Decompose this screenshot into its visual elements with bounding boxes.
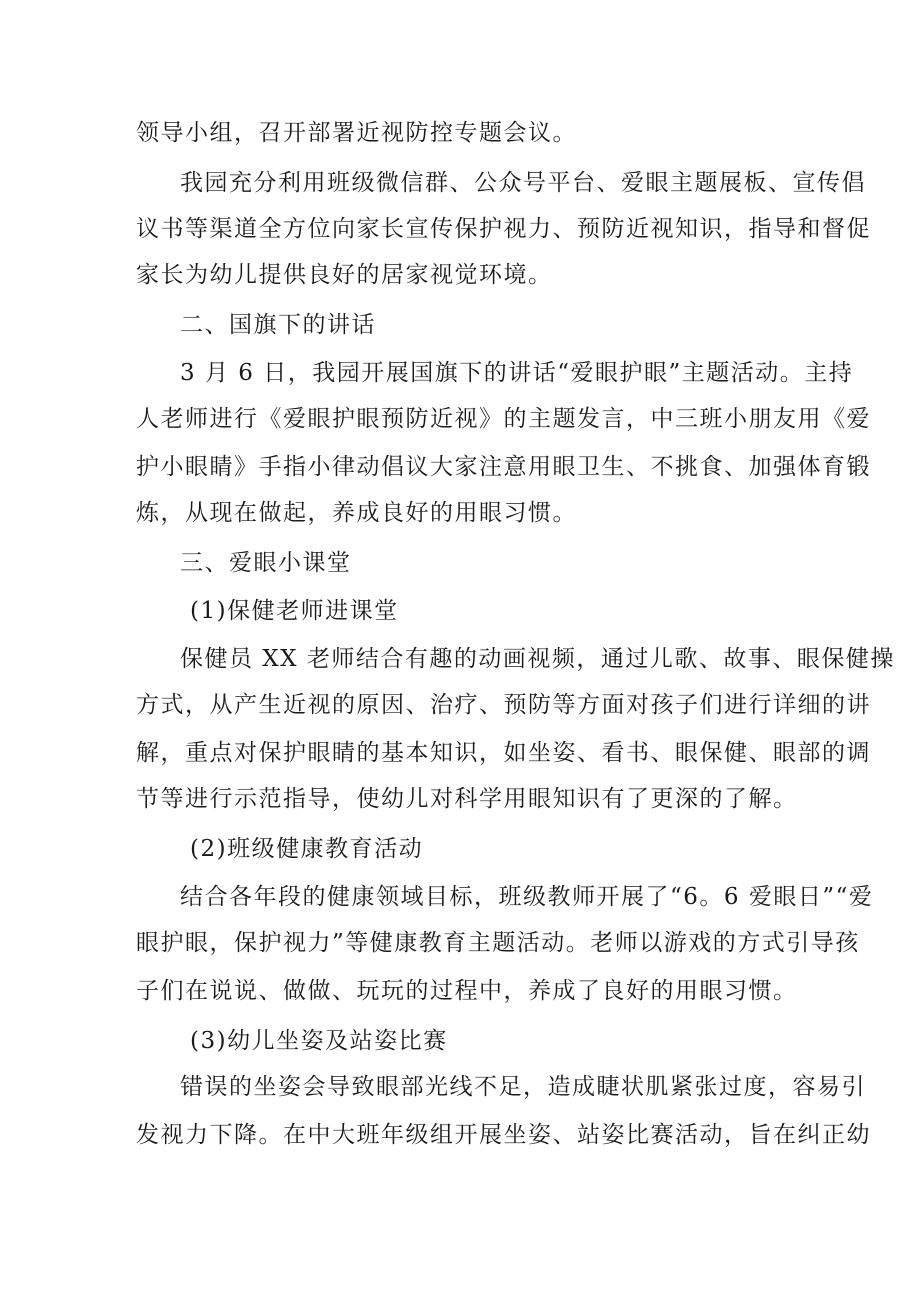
section-heading: 三、爱眼小课堂 [180,550,352,576]
paragraph-first-line: 3 月 6 日，我园开展国旗下的讲话“爱眼护眼”主题活动。主持 [180,360,854,386]
text-line: 护小眼睛》手指小律动倡议大家注意用眼卫生、不挑食、加强体育锻 [136,454,871,480]
subsection-heading: (2)班级健康教育活动 [190,836,424,862]
text-line: 炼，从现在做起，养成良好的用眼习惯。 [136,500,577,526]
paragraph-first-line: 结合各年段的健康领域目标，班级教师开展了“6。6 爱眼日”“爱 [180,884,874,910]
text-line: 发视力下降。在中大班年级组开展坐姿、站姿比赛活动，旨在纠正幼 [136,1122,871,1148]
text-line: 人老师进行《爱眼护眼预防近视》的主题发言，中三班小朋友用《爱 [136,406,871,432]
text-line: 节等进行示范指导，使幼儿对科学用眼知识有了更深的了解。 [136,786,798,812]
text-line: 家长为幼儿提供良好的居家视觉环境。 [136,262,553,288]
text-line: 领导小组，召开部署近视防控专题会议。 [136,120,577,146]
subsection-heading: (3)幼儿坐姿及站姿比赛 [190,1028,448,1054]
section-heading: 二、国旗下的讲话 [180,312,376,338]
subsection-heading: (1)保健老师进课堂 [190,598,399,624]
text-line: 方式，从产生近视的原因、治疗、预防等方面对孩子们进行详细的讲 [136,692,871,718]
text-line: 子们在说说、做做、玩玩的过程中，养成了良好的用眼习惯。 [136,978,798,1004]
paragraph-first-line: 错误的坐姿会导致眼部光线不足，造成睫状肌紧张过度，容易引 [180,1074,866,1100]
text-line: 解，重点对保护眼睛的基本知识，如坐姿、看书、眼保健、眼部的调 [136,740,871,766]
text-line: 眼护眼，保护视力”等健康教育主题活动。老师以游戏的方式引导孩 [136,930,860,956]
text-line: 议书等渠道全方位向家长宣传保护视力、预防近视知识，指导和督促 [136,216,871,242]
paragraph-first-line: 我园充分利用班级微信群、公众号平台、爱眼主题展板、宣传倡 [180,170,866,196]
paragraph-first-line: 保健员 XX 老师结合有趣的动画视频，通过儿歌、故事、眼保健操 [180,646,895,672]
